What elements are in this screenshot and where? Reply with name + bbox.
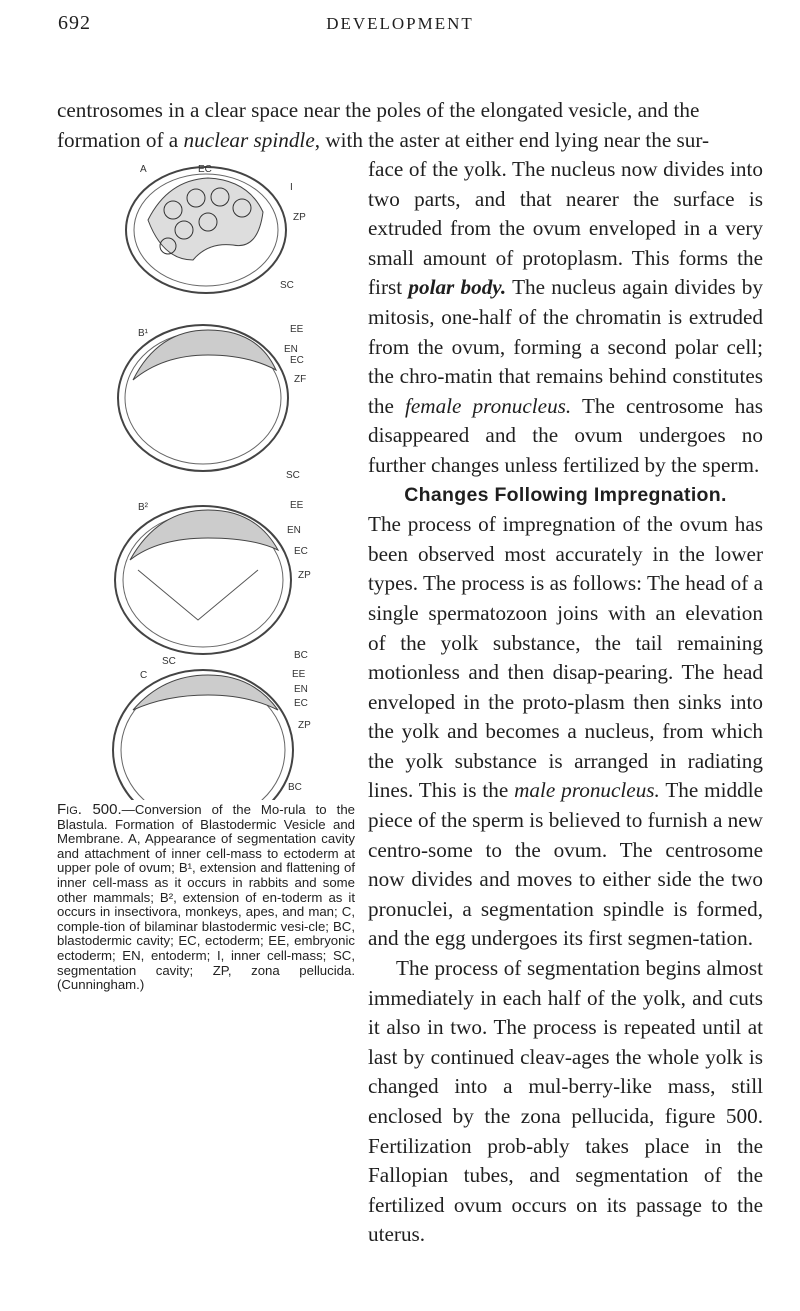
paragraph: The process of segmentation begins almost immediately in each half of the yolk, and cuts it also in two. The process is repeated until at last by continued cleav-ages the whole yolk is changed into a mul-berry-like mass, still enclosed by the zona pellucida, figure 500. Fertilization prob-ably takes place in the Fallopian tubes, and segmentation of the fertilized ovum occurs on its passage to the uterus. — [368, 956, 763, 1247]
figure-caption — [57, 803, 355, 993]
caption-label: Fig. 500. — [57, 801, 122, 818]
label-EC: EC — [294, 546, 308, 557]
label-EN: EN — [294, 684, 308, 695]
stage-a-diagram — [126, 164, 306, 293]
page-header — [0, 12, 800, 52]
text-line: formation of a nuclear spindle, with the aster at either end lying near the sur- — [57, 127, 710, 152]
label-A: A — [140, 164, 147, 175]
figure-500 — [58, 150, 358, 800]
label-ZF: ZF — [294, 374, 307, 385]
label-EE: EE — [290, 324, 304, 335]
label-BC: BC — [294, 650, 308, 661]
section-heading: Changes Following Impregnation. — [404, 483, 727, 506]
stage-c-diagram — [113, 669, 311, 800]
full-width-text — [57, 96, 763, 155]
caption-text: —Conversion of the Mo-rula to the Blastula. Formation of Blastodermic Vesicle and Membrane. A, Appearance of segmentation cavity and attachment of inner cell-mass to ectoderm at upper pole of ovum; B¹, extension and flattening of inner cell-mass as it occurs in rabbits and some other mammals; B², extension of en-toderm as it occurs in insectivora, monkeys, apes, and man; C, comple-tion of bilaminar blastodermic vesi-cle; BC, blastodermic cavity; EC, ectoderm; EE, embryonic ectoderm; EN, entoderm; I, inner cell-mass; SC, segmentation cavity; ZP, zona pellucida. (Cunningham.) — [57, 802, 355, 993]
paragraph: face of the yolk. The nucleus now divides into two parts, and that nearer the surface is extruded from the ovum enveloped in a very small amount of protoplasm. This forms the first polar body. The nucleus again divides by mitosis, one-half of the chromatin is extruded from the ovum, forming a second polar cell; the chro-matin that remains behind constitutes the female pronucleus. The centrosome has disappeared and the ovum undergoes no further changes unless fertilized by the sperm. — [368, 157, 763, 477]
label-C: C — [140, 670, 148, 681]
label-BC: BC — [288, 782, 302, 793]
text-line: centrosomes in a clear space near the poles of the elongated vesicle, and the — [57, 98, 700, 122]
label-I: I — [290, 182, 293, 193]
page-number: 692 — [58, 12, 91, 34]
right-column-text — [368, 155, 763, 1250]
label-SC: SC — [162, 656, 176, 667]
emphasis-polar-body: polar body. — [408, 275, 507, 300]
emphasis-female-pronucleus: female pronucleus. — [404, 393, 572, 418]
emphasis-nuclear-spindle: nuclear spindle — [183, 127, 315, 152]
label-B1: B¹ — [138, 328, 148, 339]
stage-b2-diagram — [115, 500, 311, 667]
label-EC: EC — [290, 355, 304, 366]
stage-b1-diagram — [118, 324, 306, 481]
label-EC: EC — [198, 164, 212, 175]
label-EC: EC — [294, 698, 308, 709]
paragraph: The process of impregnation of the ovum has been observed most accurately in the lower types. The process is as follows: The head of a single spermatozoon joins with an elevation of the yolk substance, the tail remaining motionless and then disap-pearing. The head enveloped in the proto-plasm then sinks into the yolk and becomes a nucleus, from which the yolk substance is arranged in radiating lines. This is the male pronucleus. The middle piece of the sperm is believed to furnish a new centro-some to the ovum. The centrosome now divides and moves to either side the two pronuclei, a segmentation spindle is formed, and the egg undergoes its first segmen-tation. — [368, 512, 763, 951]
label-ZP: ZP — [293, 212, 306, 223]
label-B2: B² — [138, 502, 148, 513]
label-EN: EN — [287, 525, 301, 536]
label-EE: EE — [290, 500, 304, 511]
label-ZP: ZP — [298, 570, 311, 581]
label-ZP: ZP — [298, 720, 311, 731]
running-head: DEVELOPMENT — [326, 14, 474, 33]
label-EN: EN — [284, 344, 298, 355]
label-EE: EE — [292, 669, 306, 680]
blastula-illustration — [58, 150, 358, 800]
label-SC: SC — [286, 470, 300, 481]
emphasis-male-pronucleus: male pronucleus. — [514, 778, 660, 803]
label-SC: SC — [280, 280, 294, 291]
